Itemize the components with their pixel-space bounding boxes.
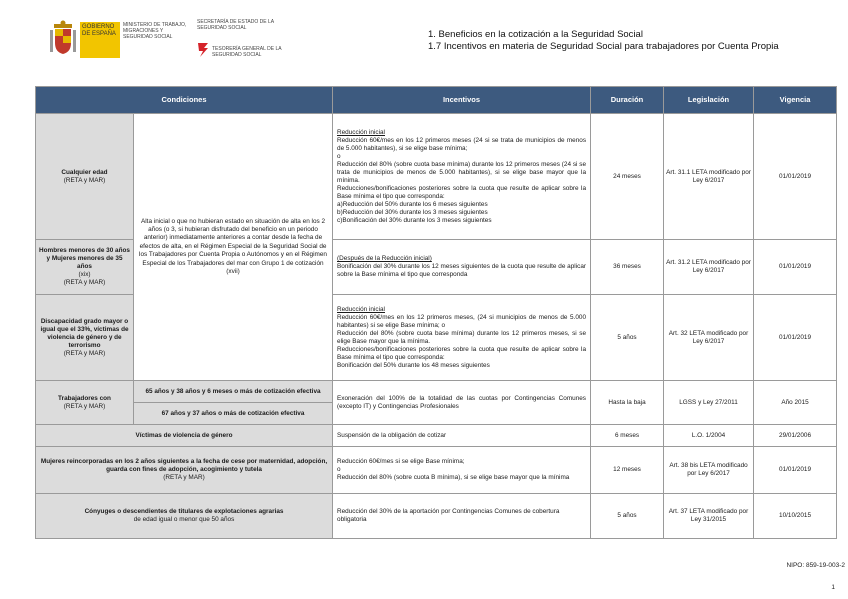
vigencia-cell: 01/01/2019 <box>754 240 837 295</box>
legislation-cell: Art. 37 LETA modificado por Ley 31/2015 <box>664 494 754 539</box>
condition-sub: (RETA y MAR) <box>63 349 106 357</box>
incentive-line: b)Reducción del 30% durante los 3 meses siguientes <box>337 208 488 216</box>
incentive-line: Reducción inicial <box>337 305 385 313</box>
duration-cell: Hasta la baja <box>591 381 664 425</box>
table-row <box>36 447 837 494</box>
incentive-line: Reducción del 80% (sobre cuota base mínima) durante los 12 primeros meses (24 si se trata de municipios de menos de 5.000 habitantes), si se elige base mayor que la mínima. <box>337 160 587 184</box>
legislation-cell: Art. 31.2 LETA modificado por Ley 6/2017 <box>664 240 754 295</box>
condition-cell <box>36 494 333 539</box>
ministry-label: MINISTERIO DE TRABAJO, MIGRACIONES Y SEGURIDAD SOCIAL <box>123 22 187 40</box>
header-incentivos: Incentivos <box>333 87 591 114</box>
secretaria-label: SECRETARÍA DE ESTADO DE LA SEGURIDAD SOCIAL <box>197 19 274 31</box>
header-condiciones: Condiciones <box>36 87 333 114</box>
table-row <box>36 425 837 447</box>
table-row <box>36 494 837 539</box>
duration-cell: 36 meses <box>591 240 664 295</box>
incentive-cell: Suspensión de la obligación de cotizar <box>333 425 591 447</box>
nipo-label: NIPO: 859-19-003-2 <box>786 562 845 569</box>
header-vigencia: Vigencia <box>754 87 837 114</box>
incentive-line: Reducción 60€/mes en los 12 primeros meses (24 si se trata de municipios de menos de 5.000 habitantes), si se elige base mínima; <box>337 136 587 152</box>
condition-sub: (RETA y MAR) <box>63 402 106 410</box>
incentive-cell <box>333 381 591 425</box>
incentive-line: Reducción inicial <box>337 128 385 136</box>
condition-title: Cónyuges o descendientes de titulares de explotaciones agrarias <box>84 508 284 515</box>
coat-of-arms-icon <box>50 20 76 60</box>
table-row <box>36 114 837 240</box>
table-header-row <box>36 87 837 114</box>
condition-sub: (RETA y MAR) <box>63 176 106 184</box>
incentive-line: Bonificación del 50% durante los 48 meses siguientes <box>337 361 490 369</box>
condition-cell <box>36 240 134 295</box>
header-legislacion: Legislación <box>664 87 754 114</box>
condition-title: Mujeres reincorporadas en los 2 años siguientes a la fecha de cese por maternidad, adopción, guarda con fines de adopción, acogimiento y tutela <box>40 458 328 473</box>
incentive-line: Reducción 60€/mes si se elige Base mínima; <box>337 458 465 465</box>
condition-title: Hombres menores de 30 años y Mujeres menores de 35 años <box>39 247 130 270</box>
incentive-line: Reducciones/bonificaciones posteriores sobre la cuota que resulte de aplicar sobre la Base mínima el tipo que corresponda: <box>337 184 587 200</box>
sub-condition-b: 67 años y 37 años o más de cotización efectiva <box>134 403 333 425</box>
table-row <box>36 381 837 403</box>
incentive-cell <box>333 114 591 240</box>
vigencia-cell: 01/01/2019 <box>754 114 837 240</box>
vigencia-cell: 10/10/2015 <box>754 494 837 539</box>
condition-sub: (xix) <box>78 271 91 278</box>
tesoreria-label: TESORERÍA GENERAL DE LA SEGURIDAD SOCIAL <box>212 46 282 58</box>
shared-condition-cell: Alta inicial o que no hubieran estado en situación de alta en los 2 años (o 3, si hubieran disfrutado del beneficio en un periodo anterior) inmediatamente anteriores a contar desde la fecha de efectos de alta, en el Régimen Especial de la Seguridad Social de los Trabajadores por Cuenta Propia o Autónomos y en el Régimen Especial de los Trabajadores del mar con Grupo 1 de cotización (xvii) <box>134 114 333 381</box>
incentive-line: Reducción 60€/mes en los 12 primeros meses, (24 si municipios de menos de 5.000 habitantes) si se elige Base mínima; o <box>337 313 587 329</box>
condition-title: Trabajadores con <box>58 394 111 402</box>
duration-cell: 12 meses <box>591 447 664 494</box>
incentive-line: Reducción del 80% (sobre cuota B mínima), si se elige base mayor que la mínima <box>337 474 570 481</box>
incentive-line: Exoneración del 100% de la totalidad de las cuotas por Contingencias Comunes (excepto IT) y Contingencias Profesionales <box>337 394 587 410</box>
legislation-cell: Art. 32 LETA modificado por Ley 6/2017 <box>664 295 754 381</box>
logo-block <box>50 20 285 62</box>
incentive-line: c)Bonificación del 30% durante los 3 meses siguientes <box>337 216 492 224</box>
incentive-cell <box>333 295 591 381</box>
vigencia-cell: Año 2015 <box>754 381 837 425</box>
incentive-cell <box>333 240 591 295</box>
incentive-line: o <box>337 152 341 160</box>
condition-cell <box>36 295 134 381</box>
condition-cell: Víctimas de violencia de género <box>36 425 333 447</box>
doc-subtitle: 1.7 Incentivos en materia de Seguridad Social para trabajadores por Cuenta Propia <box>428 41 779 52</box>
incentives-table <box>35 86 837 539</box>
page-number: 1 <box>831 584 835 591</box>
sub-condition-a: 65 años y 38 años y 6 meses o más de cotización efectiva <box>134 381 333 403</box>
condition-cell <box>36 114 134 240</box>
gobierno-label: GOBIERNO DE ESPAÑA <box>80 22 120 58</box>
legislation-cell: L.O. 1/2004 <box>664 425 754 447</box>
incentive-line: (Después de la Reducción inicial) <box>337 255 432 262</box>
condition-cell <box>36 447 333 494</box>
incentive-cell <box>333 447 591 494</box>
condition-title: Cualquier edad <box>61 168 108 176</box>
duration-cell: 24 meses <box>591 114 664 240</box>
legislation-cell: Art. 38 bis LETA modificado por Ley 6/2017 <box>664 447 754 494</box>
incentive-line: a)Reducción del 50% durante los 6 meses siguientes <box>337 200 488 208</box>
condition-sub: (RETA y MAR) <box>163 474 205 481</box>
header-duracion: Duración <box>591 87 664 114</box>
incentive-line: Reducción del 80% (sobre cuota base mínima) durante los 12 primeros meses, si se elige Base mayor que la mínima. <box>337 329 587 345</box>
seguridad-social-logo-icon <box>197 42 209 58</box>
duration-cell: 6 meses <box>591 425 664 447</box>
incentive-line: o <box>337 466 341 473</box>
vigencia-cell: 01/01/2019 <box>754 447 837 494</box>
condition-sub: (RETA y MAR) <box>63 279 106 286</box>
vigencia-cell: 29/01/2006 <box>754 425 837 447</box>
incentive-cell: Reducción del 30% de la aportación por Contingencias Comunes de cobertura obligatoria <box>333 494 591 539</box>
vigencia-cell: 01/01/2019 <box>754 295 837 381</box>
condition-sub: de edad igual o menor que 50 años <box>133 516 235 523</box>
duration-cell: 5 años <box>591 494 664 539</box>
incentive-line: Bonificación del 30% durante los 12 meses siguientes de la cuota que resulte de aplicar sobre la Base mínima el tipo que corresponda <box>337 263 587 278</box>
incentive-line: Reducciones/bonificaciones posteriores sobre la cuota que resulte de aplicar sobre la Base mínima el tipo que corresponda: <box>337 345 587 361</box>
legislation-cell: LGSS y Ley 27/2011 <box>664 381 754 425</box>
duration-cell: 5 años <box>591 295 664 381</box>
doc-title: 1. Beneficios en la cotización a la Seguridad Social <box>428 29 643 40</box>
condition-cell <box>36 381 134 425</box>
condition-title: Discapacidad grado mayor o igual que el 33%, víctimas de violencia de género y de terrorismo <box>40 317 129 349</box>
legislation-cell: Art. 31.1 LETA modificado por Ley 6/2017 <box>664 114 754 240</box>
